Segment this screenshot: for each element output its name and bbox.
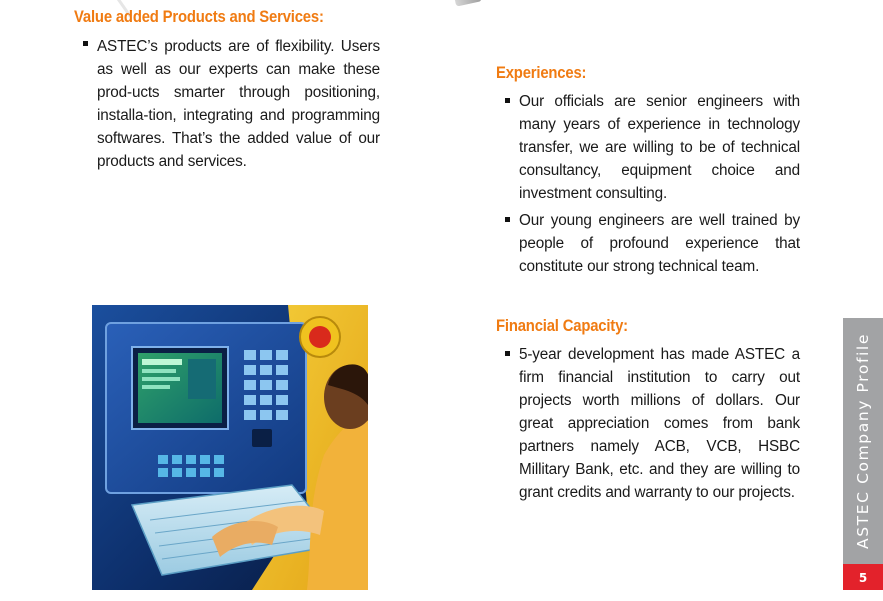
side-tab-label: ASTEC Company Profile [854, 333, 872, 549]
list-item-text: ASTEC’s products are of flexibility. Users as well as our experts can make these prod-ucts smarter through positioning, installa-tion, integrating and programming softwares. That’s the added value of our products and services. [97, 38, 380, 170]
bullet-icon [505, 217, 510, 222]
financial-heading: Financial Capacity: [496, 317, 628, 335]
list-item [497, 209, 800, 278]
experiences-list [497, 90, 800, 278]
list-item [497, 90, 800, 205]
value-added-heading: Value added Products and Services: [74, 8, 324, 26]
experiences-heading: Experiences: [496, 64, 587, 82]
engineer-console-photo [92, 305, 368, 590]
list-item [497, 343, 800, 504]
list-item-text: 5-year development has made ASTEC a firm financial institution to carry out projects worth millions of dollars. Our great appreciation comes from bank partners namely ACB, VCB, HSBC Millitary Bank, etc. and they are willing to grant credits and warranty to our projects. [519, 346, 800, 501]
list-item-text: Our officials are senior engineers with many years of experience in technology transfer, we are willing to be of technical consultancy, equipment choice and investment consulting. [519, 93, 800, 202]
list-item-text: Our young engineers are well trained by people of profound experience that constitute our strong technical team. [519, 212, 800, 275]
financial-list [497, 343, 800, 504]
bullet-icon [83, 41, 88, 46]
bullet-icon [505, 351, 510, 356]
decorative-mark [454, 0, 482, 7]
bullet-icon [505, 98, 510, 103]
side-tab [843, 318, 883, 564]
page-number: 5 [843, 564, 883, 590]
value-added-list [75, 35, 380, 173]
list-item [75, 35, 380, 173]
